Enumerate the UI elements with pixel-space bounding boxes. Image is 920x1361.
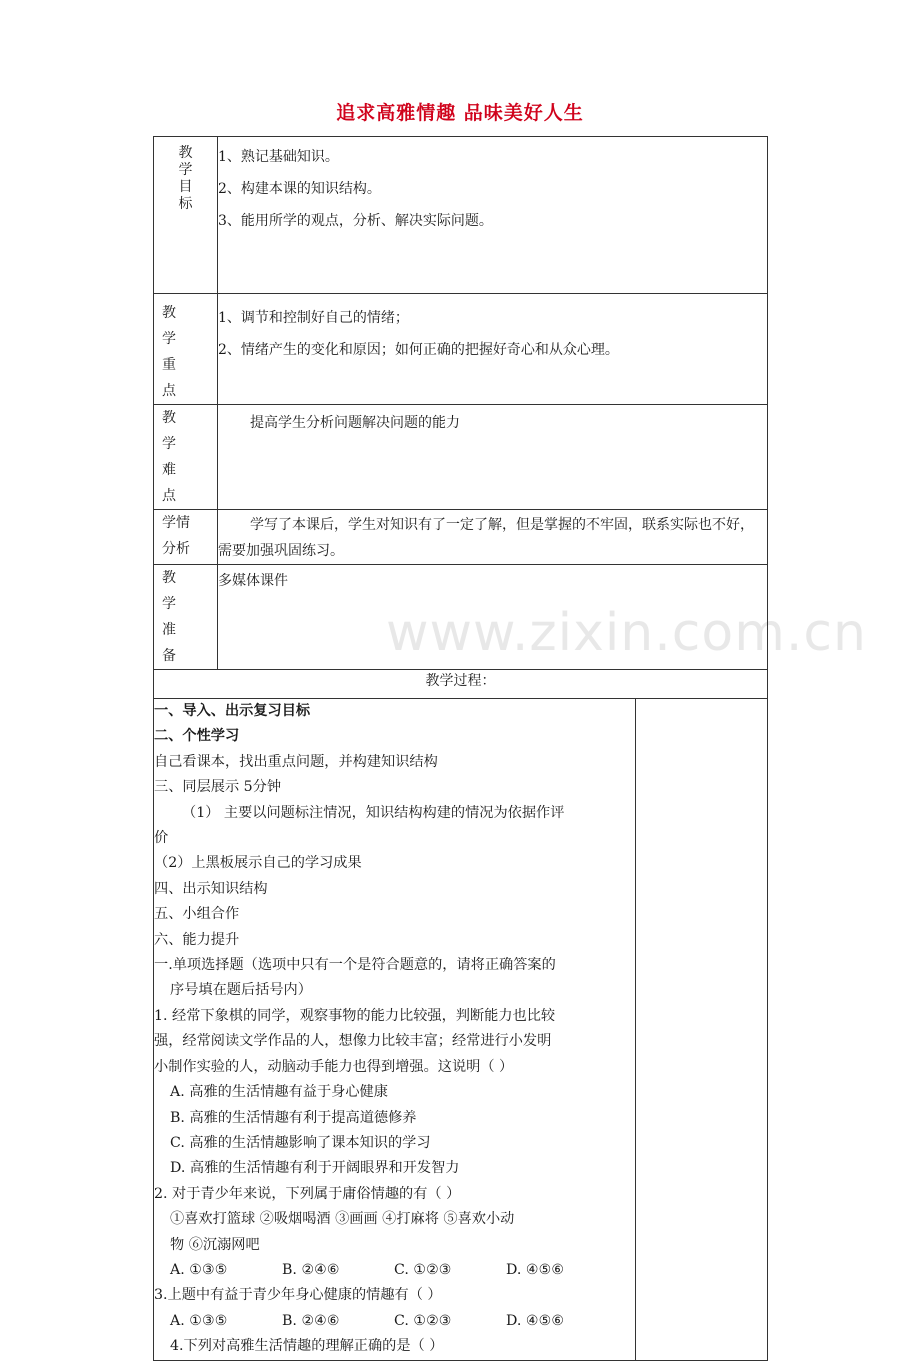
step-heading: 二、个性学习 bbox=[154, 728, 240, 745]
row-goals bbox=[154, 137, 768, 294]
goals-content bbox=[218, 137, 768, 294]
text-line: （2）上黑板展示自己的学习成果 bbox=[154, 855, 362, 872]
step-heading: 六、能力提升 bbox=[154, 931, 240, 948]
prep-label-a: 教 学 bbox=[162, 570, 190, 612]
text-line: 序号填在题后括号内） bbox=[170, 982, 312, 999]
notes-column bbox=[636, 699, 768, 1361]
option-row bbox=[154, 1258, 635, 1283]
option: D. ④⑤⑥ bbox=[506, 1261, 565, 1278]
label-cell bbox=[154, 565, 218, 670]
option: B. 高雅的生活情趣有利于提高道德修养 bbox=[170, 1109, 417, 1126]
goal-item: 1、熟记基础知识。 bbox=[218, 149, 339, 165]
analysis-label-b: 分析 bbox=[162, 541, 190, 557]
diff-label-a: 教 学 bbox=[162, 410, 190, 452]
analysis-label-a: 学情 bbox=[162, 515, 190, 531]
text-line: 自己看课本，找出重点问题，并构建知识结构 bbox=[154, 753, 438, 770]
step-heading: 四、出示知识结构 bbox=[154, 880, 268, 897]
analysis-content bbox=[218, 510, 768, 565]
label-cell bbox=[154, 137, 218, 294]
row-key-points bbox=[154, 294, 768, 405]
question-text: 2. 对于青少年来说，下列属于庸俗情趣的有（ ） bbox=[154, 1185, 461, 1202]
option: B. ②④⑥ bbox=[282, 1261, 340, 1278]
analysis-text: 学写了本课后，学生对知识有了一定了解，但是掌握的不牢固，联系实际也不好，需要加强巩固练习。 bbox=[218, 517, 754, 559]
key-points-content bbox=[218, 294, 768, 405]
process-header: 教学过程： bbox=[154, 670, 768, 699]
document-title: 追求高雅情趣 品味美好人生 bbox=[336, 102, 584, 124]
prep-text: 多媒体课件 bbox=[218, 573, 288, 589]
question-text: 1. 经常下象棋的同学，观察事物的能力比较强，判断能力也比较 bbox=[154, 1007, 556, 1024]
question-text: ①喜欢打篮球 ②吸烟喝酒 ③画画 ④打麻将 ⑤喜欢小动 bbox=[170, 1211, 515, 1228]
goal-item: 2、构建本课的知识结构。 bbox=[218, 181, 381, 197]
lesson-plan-table bbox=[153, 136, 768, 1361]
difficulty-text: 提高学生分析问题解决问题的能力 bbox=[250, 415, 460, 431]
option: A. ①③⑤ bbox=[170, 1312, 228, 1329]
row-prep bbox=[154, 565, 768, 670]
diff-label-b: 难 点 bbox=[162, 462, 190, 504]
option: A. 高雅的生活情趣有益于身心健康 bbox=[170, 1084, 388, 1101]
option: C. 高雅的生活情趣影响了课本知识的学习 bbox=[170, 1134, 431, 1151]
question-text: 物 ⑥沉溺网吧 bbox=[170, 1236, 260, 1253]
option: C. ①②③ bbox=[394, 1261, 452, 1278]
step-heading: 一、导入、出示复习目标 bbox=[154, 703, 311, 719]
key-item: 1、调节和控制好自己的情绪； bbox=[218, 310, 409, 326]
option: D. 高雅的生活情趣有利于开阔眼界和开发智力 bbox=[170, 1160, 460, 1177]
text-line: 价 bbox=[154, 830, 169, 847]
goals-label: 教学目标 bbox=[178, 145, 193, 212]
row-process bbox=[154, 699, 768, 1361]
option: A. ①③⑤ bbox=[170, 1261, 228, 1278]
key-item: 2、情绪产生的变化和原因；如何正确的把握好奇心和从众心理。 bbox=[218, 342, 619, 358]
question-text: 小制作实验的人，动脑动手能力也得到增强。这说明（ ） bbox=[154, 1058, 514, 1075]
key-label-a: 教 学 bbox=[162, 305, 190, 347]
difficulty-content bbox=[218, 405, 768, 510]
option: B. ②④⑥ bbox=[282, 1312, 340, 1329]
prep-label-b: 准 备 bbox=[162, 622, 190, 664]
row-process-header bbox=[154, 670, 768, 699]
question-text: 4.下列对高雅生活情趣的理解正确的是（ ） bbox=[170, 1338, 444, 1355]
process-content bbox=[154, 699, 636, 1361]
row-difficulty bbox=[154, 405, 768, 510]
row-analysis bbox=[154, 510, 768, 565]
watermark: www.zixin.com.cn bbox=[386, 603, 867, 663]
label-cell bbox=[154, 510, 218, 565]
label-cell bbox=[154, 405, 218, 510]
option: D. ④⑤⑥ bbox=[506, 1312, 565, 1329]
option-row bbox=[154, 1309, 635, 1334]
key-label-b: 重 点 bbox=[162, 357, 190, 399]
text-line: 一.单项选择题（选项中只有一个是符合题意的，请将正确答案的 bbox=[154, 957, 556, 974]
prep-content bbox=[218, 565, 768, 670]
goal-item: 3、能用所学的观点，分析、解决实际问题。 bbox=[218, 213, 493, 229]
question-text: 强，经常阅读文学作品的人，想像力比较丰富；经常进行小发明 bbox=[154, 1033, 552, 1050]
text-line: （1） 主要以问题标注情况，知识结构构建的情况为依据作评 bbox=[182, 804, 565, 821]
option: C. ①②③ bbox=[394, 1312, 452, 1329]
step-heading: 三、同层展示 5分钟 bbox=[154, 779, 282, 796]
step-heading: 五、小组合作 bbox=[154, 906, 240, 923]
question-text: 3.上题中有益于青少年身心健康的情趣有（ ） bbox=[154, 1287, 442, 1304]
label-cell bbox=[154, 294, 218, 405]
